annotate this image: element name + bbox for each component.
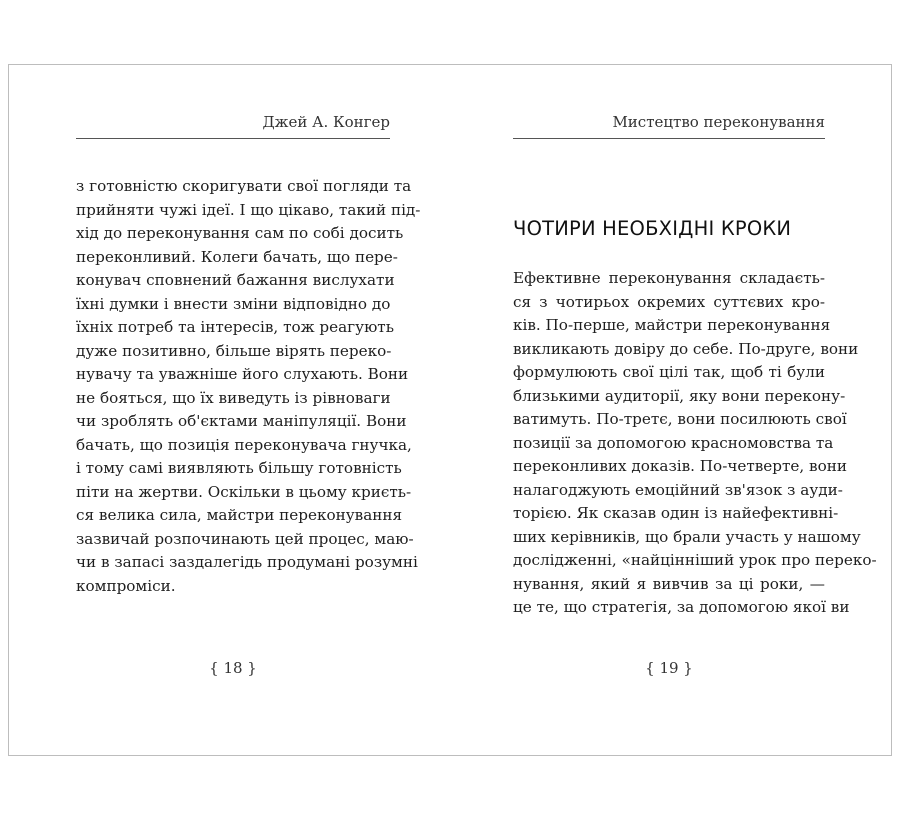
text-line: чи в запасі заздалегідь продумані розумні [76, 553, 418, 571]
text-line: не бояться, що їх виведуть із рівноваги [76, 388, 391, 407]
text-line: ся з чотирьох окремих суттєвих кро- [513, 292, 825, 311]
text-line: ватимуть. По-третє, вони посилюють свої [513, 410, 847, 428]
text-line: ків. По-перше, майстри переконування [513, 316, 831, 334]
text-line: близькими аудиторії, яку вони перекону- [513, 386, 846, 405]
text-line: їхніх потреб та інтересів, тож реагують [76, 318, 394, 336]
text-line: конувач сповнений бажання вислухати [76, 271, 395, 289]
book-spread [8, 64, 892, 756]
running-head-title: Мистецтво переконування [612, 113, 825, 131]
left-page-text [76, 175, 421, 598]
header-rule [76, 138, 390, 139]
text-line: дуже позитивно, більше вірять переко- [76, 341, 392, 360]
text-line: піти на жертви. Оскільки в цьому криєть- [76, 482, 412, 501]
left-page [9, 65, 451, 755]
running-head-author: Джей А. Конгер [262, 113, 390, 131]
text-line: формулюють свої цілі так, щоб ті були [513, 363, 825, 381]
text-line: хід до переконування сам по собі досить [76, 224, 404, 242]
right-page-text [513, 267, 877, 620]
text-line: переконливий. Колеги бачать, що пере- [76, 247, 398, 266]
text-line: викликають довіру до себе. По-друге, вони [513, 339, 859, 358]
page-number: { 18 } [209, 659, 257, 677]
text-line: бачать, що позиція переконувача гнучка, [76, 435, 412, 454]
right-page [451, 65, 893, 755]
text-line: і тому самі виявляють більшу готовність [76, 459, 402, 477]
text-line: ших керівників, що брали участь у нашому [513, 527, 861, 546]
section-heading: ЧОТИРИ НЕОБХІДНІ КРОКИ [513, 217, 792, 240]
text-line: зазвичай розпочинають цей процес, маю- [76, 529, 414, 548]
header-rule [513, 138, 825, 139]
text-line: нування, який я вивчив за ці роки, — [513, 574, 825, 593]
page-number: { 19 } [645, 659, 693, 677]
text-line: це те, що стратегія, за допомогою якої ви [513, 598, 850, 616]
text-line: переконливих доказів. По-четверте, вони [513, 457, 847, 475]
text-line: чи зроблять об'єктами маніпуляції. Вони [76, 412, 407, 430]
text-line: позиції за допомогою красномовства та [513, 433, 834, 452]
text-line: дослідженні, «найцінніший урок про переко- [513, 551, 877, 569]
text-line: прийняти чужі ідеї. І що цікаво, такий під- [76, 200, 421, 219]
text-line: налагоджують емоційний зв'язок з ауди- [513, 480, 843, 499]
text-line: з готовністю скоригувати свої погляди та [76, 177, 412, 195]
text-line: компроміси. [76, 576, 176, 595]
text-line: їхні думки і внести зміни відповідно до [76, 294, 391, 313]
text-line: нувачу та уважніше його слухають. Вони [76, 365, 409, 383]
text-line: ся велика сила, майстри переконування [76, 506, 403, 524]
text-line: Ефективне переконування складаєть- [513, 269, 825, 287]
text-line: торією. Як сказав один із найефективні- [513, 504, 839, 522]
